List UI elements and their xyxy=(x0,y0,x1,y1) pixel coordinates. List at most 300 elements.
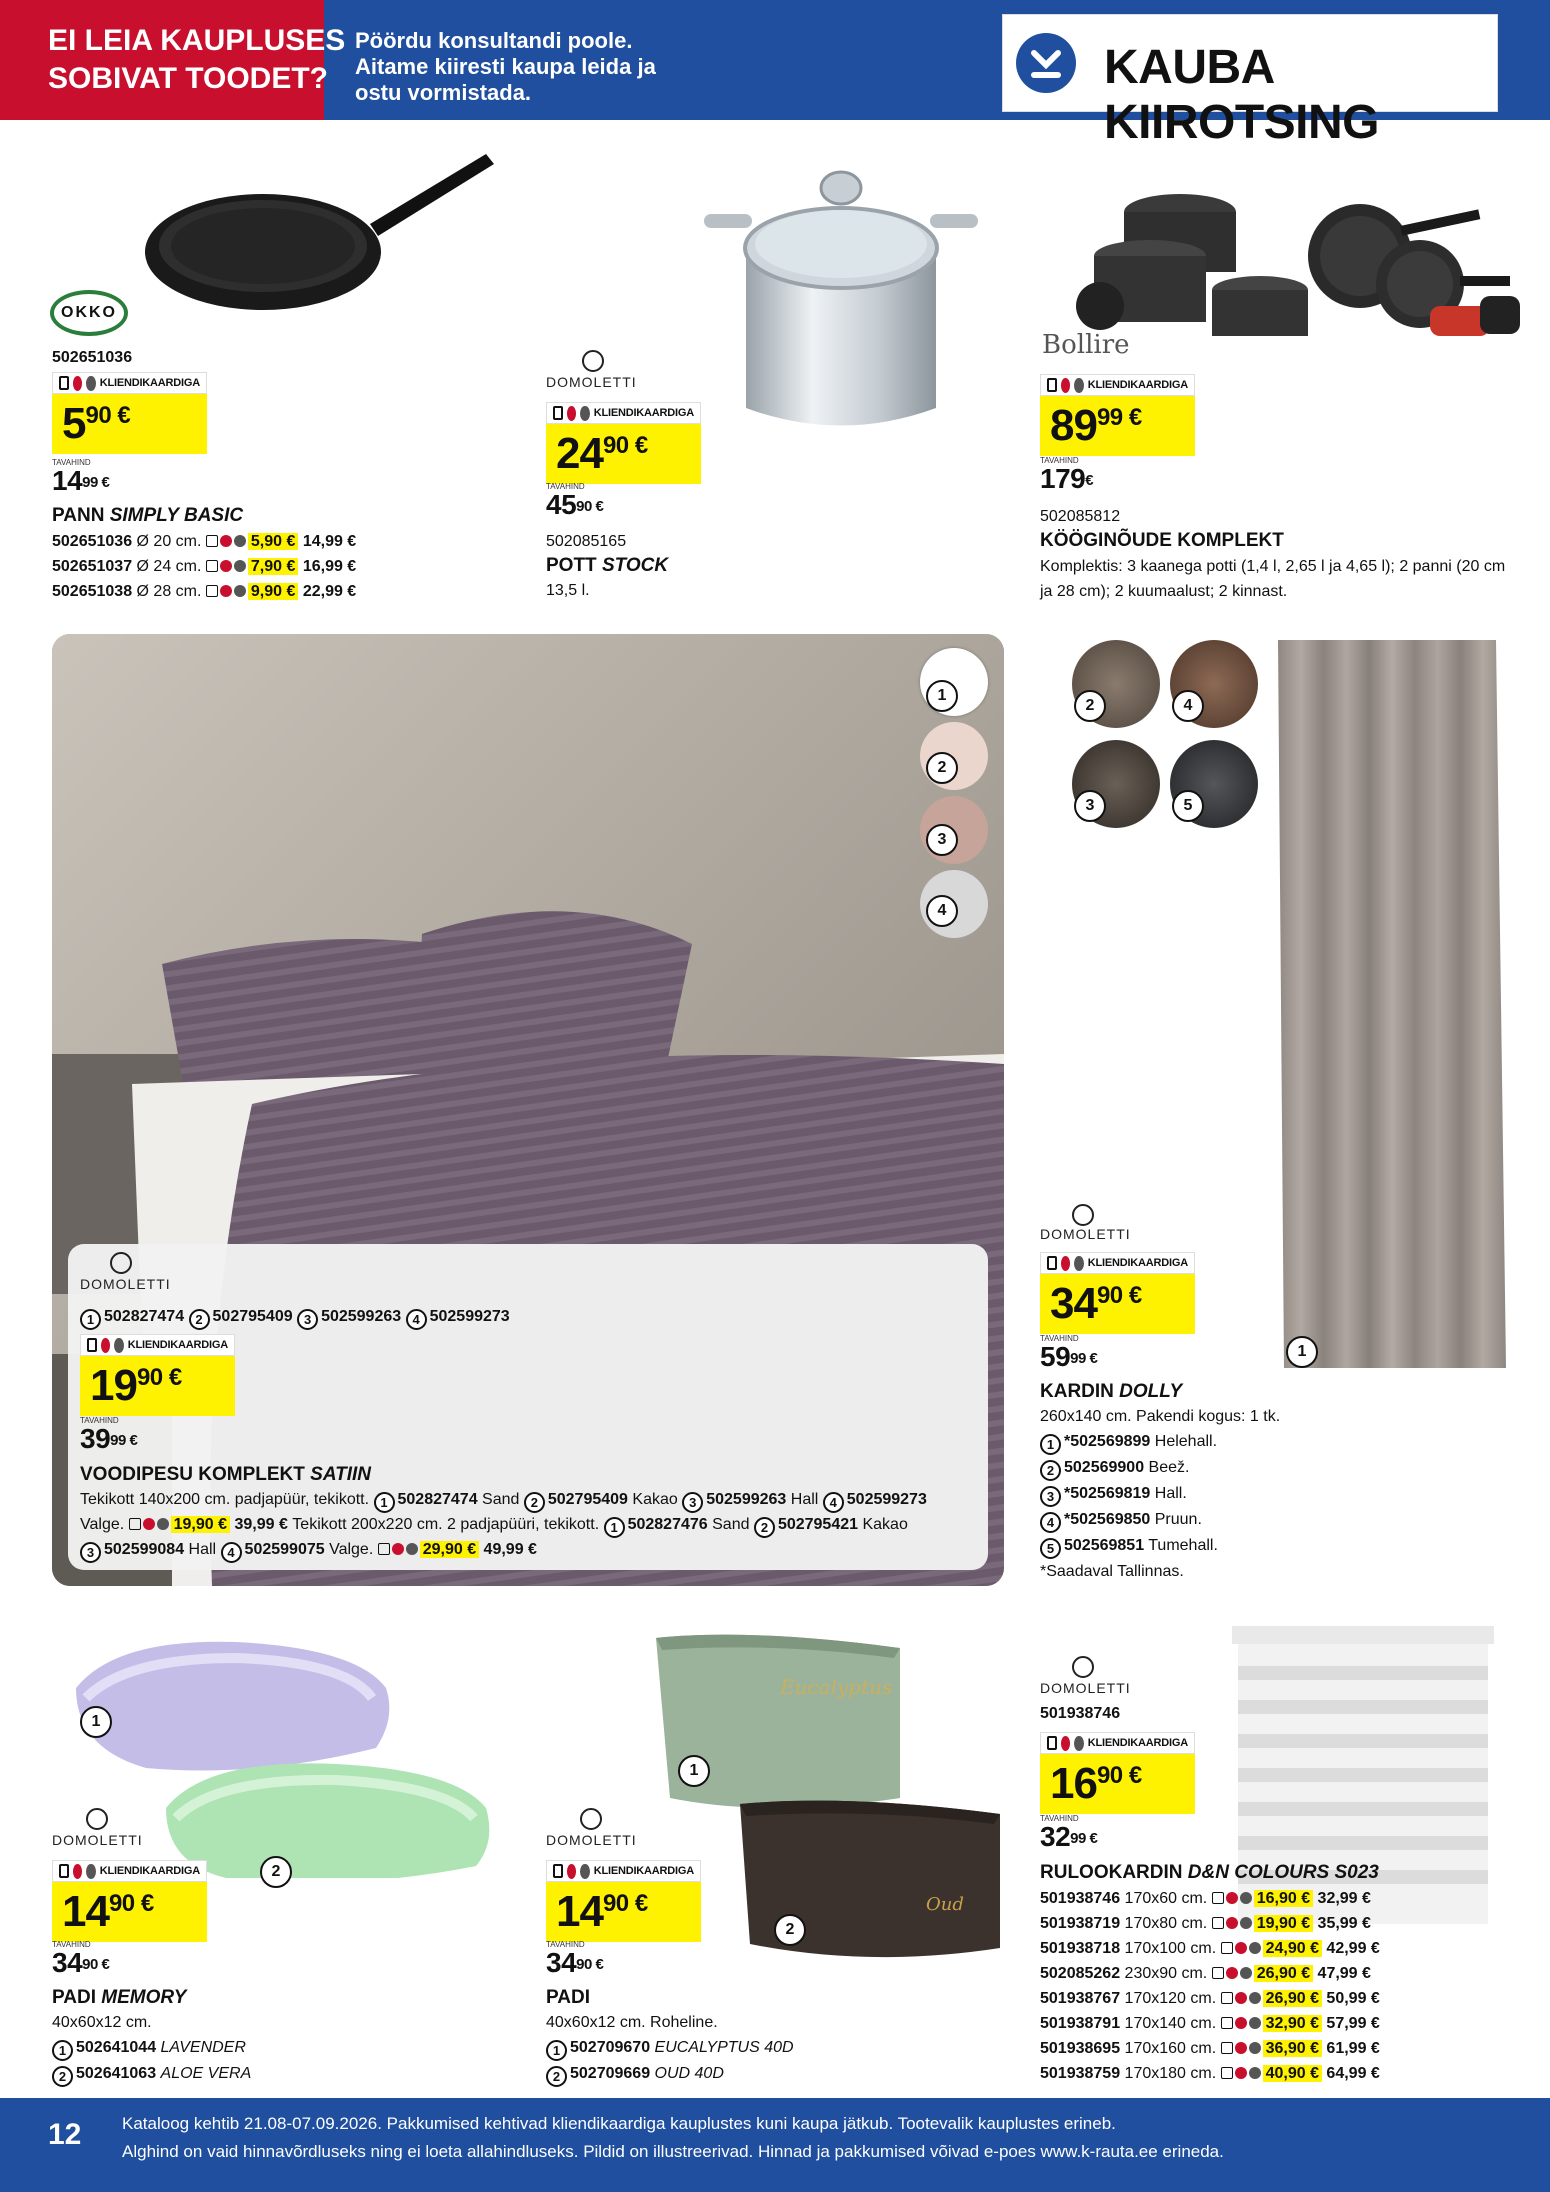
variant-code: 501938718 xyxy=(1040,1940,1121,1957)
card-icon xyxy=(1221,1992,1233,2004)
variant-color: Hall. xyxy=(1150,1485,1187,1502)
curtain-desc: 260x140 cm. Pakendi kogus: 1 tk. xyxy=(1040,1408,1281,1425)
card-price-header xyxy=(1040,1732,1195,1754)
pan-title-main: PANN xyxy=(52,505,105,526)
swatch-number: 2 xyxy=(1074,690,1106,722)
variant-size: 170x60 cm. xyxy=(1120,1890,1212,1907)
regular-decimal: 90 € xyxy=(82,1956,110,1973)
price-integer: 16 xyxy=(1050,1759,1097,1808)
no-discount-icon xyxy=(1061,378,1071,393)
price-decimal: 90 € xyxy=(1096,1762,1142,1789)
variant-size: 170x100 cm. xyxy=(1120,1940,1221,1957)
header-promo-line1: EI LEIA KAUPLUSES xyxy=(48,24,346,57)
price-integer: 14 xyxy=(556,1887,603,1936)
number-badge: 2 xyxy=(1040,1460,1061,1481)
price-decimal: 90 € xyxy=(136,1364,182,1391)
variant-size: 170x120 cm. xyxy=(1120,1990,1221,2007)
domoletti-logo-icon xyxy=(1072,1204,1094,1226)
regular-integer: 39 xyxy=(80,1423,111,1454)
bag2-label: Oud xyxy=(926,1894,964,1915)
frying-pan-image xyxy=(138,142,498,322)
pillow-memory-variant-list xyxy=(52,2035,251,2087)
card-label: KLIENDIKAARDIGA xyxy=(99,1865,200,1877)
bedding-code: 502599273 xyxy=(846,1491,927,1508)
bedding-code: 502599263 xyxy=(706,1491,787,1508)
card-icon xyxy=(1047,1736,1057,1750)
swatch-number: 2 xyxy=(926,752,958,784)
regular-decimal: 99 € xyxy=(110,1432,138,1449)
variant-badge: 1 xyxy=(80,1706,112,1738)
variant-price: 24,90 € xyxy=(1263,1940,1322,1957)
cookware-desc-line1: Komplektis: 3 kaanega potti (1,4 l, 2,65 l ja 4,65 l); 2 panni (20 cm xyxy=(1040,558,1506,575)
regular-price-label: TAVAHIND xyxy=(1040,456,1079,465)
pan-title xyxy=(52,504,243,528)
pan-variant-row xyxy=(52,529,356,554)
regular-integer: 32 xyxy=(1040,1821,1071,1852)
swatch-number: 3 xyxy=(1074,790,1106,822)
bedding-code: 502795409 xyxy=(212,1308,298,1325)
swatch-number: 4 xyxy=(1172,690,1204,722)
blind-variant-row xyxy=(1040,1961,1380,1986)
blind-price-tag xyxy=(1040,1732,1195,1814)
quick-search-icon[interactable] xyxy=(1016,33,1076,93)
regular-integer: 45 xyxy=(546,489,577,520)
pot-desc: 13,5 l. xyxy=(546,582,590,599)
pillow-memory-price-tag xyxy=(52,1860,207,1942)
price-integer: 34 xyxy=(1050,1279,1097,1328)
pot-title xyxy=(546,554,668,578)
number-badge: 4 xyxy=(221,1542,242,1563)
curtain-title-main: KARDIN xyxy=(1040,1381,1114,1402)
card-icon xyxy=(1221,2042,1233,2054)
card-label: KLIENDIKAARDIGA xyxy=(593,407,694,419)
curtain-title xyxy=(1040,1380,1182,1404)
number-badge: 5 xyxy=(1040,1538,1061,1559)
price-decimal: 90 € xyxy=(602,1890,648,1917)
domoletti-logo-icon xyxy=(1072,1656,1094,1678)
footer-line2: Alghind on vaid hinnavõrdluseks ning ei loeta allahindluseks. Pildid on illustreerivad. Hinnad ja pakkumised võivad e-poes www.k-rauta.ee erineda. xyxy=(122,2142,1224,2161)
bedding-desc-line1 xyxy=(80,1487,927,1513)
swatch-number: 4 xyxy=(926,895,958,927)
cookware-set-image xyxy=(1060,156,1520,346)
variant-size: 170x80 cm. xyxy=(1120,1915,1212,1932)
curtain-image xyxy=(1270,638,1510,1368)
variant-regular: 61,99 € xyxy=(1321,2040,1380,2057)
variant-size: 170x140 cm. xyxy=(1120,2015,1221,2032)
bedding-code: 502827474 xyxy=(104,1308,189,1325)
pan-title-italic: SIMPLY BASIC xyxy=(109,505,244,526)
variant-code: *502569850 xyxy=(1064,1511,1151,1528)
pot-title-main: POTT xyxy=(546,555,597,576)
number-badge: 2 xyxy=(524,1492,545,1513)
variant-regular: 16,99 € xyxy=(298,558,357,575)
blind-title xyxy=(1040,1861,1379,1885)
pillow-brand: DOMOLETTI xyxy=(546,1832,637,1848)
pillow-price-tag xyxy=(546,1860,701,1942)
variant-code: 502709669 xyxy=(570,2065,655,2082)
card-icon xyxy=(59,376,69,390)
curtain-title-italic: DOLLY xyxy=(1119,1381,1183,1402)
no-discount-icon xyxy=(1235,2042,1247,2054)
variant-price: 26,90 € xyxy=(1254,1965,1313,1982)
price-decimal: 90 € xyxy=(602,432,648,459)
variant-code: *502569819 xyxy=(1064,1485,1151,1502)
bedding-brand: DOMOLETTI xyxy=(80,1276,171,1292)
regular-decimal: 99 € xyxy=(1070,1350,1098,1367)
variant-code: 501938767 xyxy=(1040,1990,1121,2007)
pillow-desc: 40x60x12 cm. Roheline. xyxy=(546,2014,718,2031)
card-icon xyxy=(1221,1942,1233,1954)
pillow-variant-row xyxy=(52,2035,251,2061)
card-icon xyxy=(206,535,218,547)
price-integer: 89 xyxy=(1050,401,1097,450)
pot-title-italic: STOCK xyxy=(601,555,669,576)
bedding-color: Kakao xyxy=(858,1516,908,1533)
points-icon xyxy=(1074,378,1084,393)
bedding-title-main: VOODIPESU KOMPLEKT xyxy=(80,1464,305,1485)
regular-integer: 34 xyxy=(546,1947,577,1978)
cookware-regular-price xyxy=(1040,464,1093,494)
card-label: KLIENDIKAARDIGA xyxy=(1087,1257,1188,1269)
pillow-memory-brand: DOMOLETTI xyxy=(52,1832,143,1848)
no-discount-icon xyxy=(567,406,577,421)
bedding-regular: 39,99 € xyxy=(230,1516,293,1533)
variant-desc: Ø 28 cm. xyxy=(132,583,206,600)
pillow-variant-row xyxy=(546,2061,794,2087)
card-icon xyxy=(59,1864,69,1878)
curtain-variant-row xyxy=(1040,1507,1218,1533)
header-info-line3: ostu vormistada. xyxy=(355,80,532,105)
points-icon xyxy=(1240,1892,1252,1904)
variant-regular: 47,99 € xyxy=(1313,1965,1371,1982)
variant-name: OUD 40D xyxy=(654,2065,724,2082)
variant-price: 26,90 € xyxy=(1263,1990,1322,2007)
curtain-brand: DOMOLETTI xyxy=(1040,1226,1131,1242)
no-discount-icon xyxy=(1226,1917,1238,1929)
blind-variant-row xyxy=(1040,1986,1380,2011)
domoletti-logo-icon xyxy=(110,1252,132,1274)
number-badge: 3 xyxy=(297,1309,318,1330)
regular-decimal: 99 € xyxy=(82,474,110,491)
no-discount-icon xyxy=(567,1864,577,1879)
variant-code: 502651037 xyxy=(52,558,133,575)
variant-name: ALOE VERA xyxy=(160,2065,252,2082)
points-icon xyxy=(234,535,246,547)
variant-code: *502569899 xyxy=(1064,1433,1151,1450)
points-icon xyxy=(86,376,96,391)
card-icon xyxy=(378,1543,390,1555)
no-discount-icon xyxy=(1061,1256,1071,1271)
variant-regular: 32,99 € xyxy=(1313,1890,1371,1907)
regular-price-label: TAVAHIND xyxy=(546,482,585,491)
cookware-price-tag xyxy=(1040,374,1195,456)
number-badge: 3 xyxy=(80,1542,101,1563)
pan-variant-row xyxy=(52,579,356,604)
number-badge: 1 xyxy=(374,1492,395,1513)
pot-regular-price xyxy=(546,490,603,520)
pan-variant-list xyxy=(52,529,356,604)
cookware-title: KÖÖGINÕUDE KOMPLEKT xyxy=(1040,530,1284,551)
points-icon xyxy=(86,1864,96,1879)
no-discount-icon xyxy=(1061,1736,1071,1751)
points-icon xyxy=(1249,2067,1261,2079)
curtain-variant-row xyxy=(1040,1481,1218,1507)
price-decimal: 99 € xyxy=(1096,404,1142,431)
no-discount-icon xyxy=(1226,1967,1238,1979)
pillow-bags-image xyxy=(650,1628,1030,1988)
bedding-price: 19,90 € xyxy=(171,1516,230,1533)
regular-decimal: 90 € xyxy=(576,1956,604,1973)
points-icon xyxy=(1074,1256,1084,1271)
bedding-code: 502795421 xyxy=(777,1516,859,1533)
variant-code: 501938695 xyxy=(1040,2040,1121,2057)
header-info-text xyxy=(355,28,656,106)
bedding-regular: 49,99 € xyxy=(479,1541,537,1558)
bollire-logo: Bollire xyxy=(1042,330,1130,360)
variant-regular: 64,99 € xyxy=(1321,2065,1380,2082)
regular-decimal: € xyxy=(1085,472,1094,489)
bedding-color: Sand xyxy=(477,1491,524,1508)
card-label: KLIENDIKAARDIGA xyxy=(1087,379,1188,391)
variant-price: 9,90 € xyxy=(248,583,298,600)
bedding-title-italic: SATIIN xyxy=(310,1464,372,1485)
number-badge: 4 xyxy=(823,1492,844,1513)
card-icon xyxy=(1221,2017,1233,2029)
pot-brand: DOMOLETTI xyxy=(546,374,637,390)
pillow-price xyxy=(546,1882,701,1942)
price-integer: 24 xyxy=(556,429,603,478)
quick-search-label[interactable]: KAUBA KIIROTSING xyxy=(1104,41,1380,149)
bedding-price: 29,90 € xyxy=(420,1541,479,1558)
variant-size: 230x90 cm. xyxy=(1120,1965,1212,1982)
domoletti-logo-icon xyxy=(582,350,604,372)
variant-badge: 2 xyxy=(260,1856,292,1888)
card-icon xyxy=(553,406,563,420)
points-icon xyxy=(1240,1917,1252,1929)
variant-badge: 1 xyxy=(678,1755,710,1787)
curtain-price xyxy=(1040,1274,1195,1334)
variant-price: 36,90 € xyxy=(1263,2040,1322,2057)
variant-regular: 35,99 € xyxy=(1313,1915,1371,1932)
cookware-code: 502085812 xyxy=(1040,508,1121,525)
number-badge: 2 xyxy=(189,1309,210,1330)
number-badge: 4 xyxy=(406,1309,427,1330)
bedding-color: Valge. xyxy=(324,1541,378,1558)
header-info-line2: Aitame kiiresti kaupa leida ja xyxy=(355,54,656,79)
variant-code: 502085262 xyxy=(1040,1965,1121,1982)
bedding-code: 502599075 xyxy=(244,1541,325,1558)
bedding-code: 502599273 xyxy=(429,1308,510,1325)
pillow-memory-desc: 40x60x12 cm. xyxy=(52,2014,152,2031)
number-badge: 1 xyxy=(604,1517,625,1538)
variant-price: 16,90 € xyxy=(1254,1890,1313,1907)
variant-price: 40,90 € xyxy=(1263,2065,1322,2082)
number-badge: 1 xyxy=(546,2040,567,2061)
number-badge: 3 xyxy=(1040,1486,1061,1507)
card-price-header xyxy=(80,1334,235,1356)
pillow-title: PADI xyxy=(546,1987,590,2008)
footer-line1: Kataloog kehtib 21.08-07.09.2026. Pakkumised kehtivad kliendikaardiga kauplustes kuni kaupa jätkub. Tootevalik kauplustes erineb. xyxy=(122,2114,1116,2133)
variant-code: 501938719 xyxy=(1040,1915,1121,1932)
bedding-text: Tekikott 140x200 cm. padjapüür, tekikott. xyxy=(80,1491,374,1508)
card-icon xyxy=(87,1338,97,1352)
card-icon xyxy=(206,560,218,572)
blind-variant-list xyxy=(1040,1886,1380,2086)
header-promo-text xyxy=(48,22,345,98)
regular-integer: 59 xyxy=(1040,1341,1071,1372)
header-info-line1: Pöördu konsultandi poole. xyxy=(355,28,633,53)
no-discount-icon xyxy=(73,376,83,391)
variant-code: 501938746 xyxy=(1040,1890,1121,1907)
points-icon xyxy=(1240,1967,1252,1979)
blind-regular-price xyxy=(1040,1822,1097,1852)
pan-price xyxy=(52,394,207,454)
bedding-color: Hall xyxy=(786,1491,823,1508)
bedding-code: 502827476 xyxy=(627,1516,708,1533)
price-decimal: 90 € xyxy=(108,1890,154,1917)
number-badge: 2 xyxy=(546,2066,567,2087)
blind-variant-row xyxy=(1040,1911,1380,1936)
points-icon xyxy=(406,1543,418,1555)
bedding-text: Valge. xyxy=(80,1516,129,1533)
variant-regular: 57,99 € xyxy=(1321,2015,1380,2032)
no-discount-icon xyxy=(1235,2067,1247,2079)
bedding-color: Kakao xyxy=(627,1491,683,1508)
pillow-memory-title-main: PADI xyxy=(52,1987,96,2008)
variant-price: 7,90 € xyxy=(248,558,298,575)
number-badge: 4 xyxy=(1040,1512,1061,1533)
blind-variant-row xyxy=(1040,2036,1380,2061)
pot-price xyxy=(546,424,701,484)
pan-price-tag xyxy=(52,372,207,454)
blind-variant-row xyxy=(1040,2011,1380,2036)
card-label: KLIENDIKAARDIGA xyxy=(127,1339,228,1351)
card-icon xyxy=(1212,1917,1224,1929)
swatch-number: 1 xyxy=(926,680,958,712)
card-label: KLIENDIKAARDIGA xyxy=(593,1865,694,1877)
variant-price: 19,90 € xyxy=(1254,1915,1313,1932)
blind-variant-row xyxy=(1040,1886,1380,1911)
no-discount-icon xyxy=(1235,1992,1247,2004)
bedding-code: 502599263 xyxy=(321,1308,406,1325)
points-icon xyxy=(580,406,590,421)
curtain-note: *Saadaval Tallinnas. xyxy=(1040,1563,1184,1580)
pillow-memory-price xyxy=(52,1882,207,1942)
okko-logo: OKKO xyxy=(50,290,128,336)
variant-code: 502709670 xyxy=(570,2039,655,2056)
curtain-variant-row xyxy=(1040,1533,1218,1559)
points-icon xyxy=(234,560,246,572)
blind-title-main: RULOOKARDIN xyxy=(1040,1862,1183,1883)
curtain-variant-list xyxy=(1040,1429,1218,1584)
cookware-desc-line2: ja 28 cm); 2 kuumaalust; 2 kinnast. xyxy=(1040,583,1288,600)
card-icon xyxy=(1047,378,1057,392)
points-icon xyxy=(1074,1736,1084,1751)
price-decimal: 90 € xyxy=(85,402,131,429)
card-price-header xyxy=(546,402,701,424)
pillow-variant-row xyxy=(546,2035,794,2061)
card-icon xyxy=(129,1518,141,1530)
number-badge: 3 xyxy=(682,1492,703,1513)
swatch-number: 5 xyxy=(1172,790,1204,822)
variant-desc: Ø 24 cm. xyxy=(132,558,206,575)
price-integer: 5 xyxy=(62,399,86,448)
card-price-header xyxy=(1040,374,1195,396)
bedding-text: Tekikott 200x220 cm. 2 padjapüüri, tekikott. xyxy=(292,1516,604,1533)
variant-code: 501938791 xyxy=(1040,2015,1121,2032)
variant-regular: 22,99 € xyxy=(298,583,357,600)
no-discount-icon xyxy=(220,560,232,572)
regular-price-label: TAVAHIND xyxy=(1040,1334,1079,1343)
bedding-price-tag xyxy=(80,1334,235,1416)
variant-color: Tumehall. xyxy=(1144,1537,1218,1554)
number-badge: 1 xyxy=(52,2040,73,2061)
price-decimal: 90 € xyxy=(1096,1282,1142,1309)
number-badge: 2 xyxy=(754,1517,775,1538)
domoletti-logo-icon xyxy=(86,1808,108,1830)
points-icon xyxy=(580,1864,590,1879)
points-icon xyxy=(157,1518,169,1530)
card-icon xyxy=(553,1864,563,1878)
card-price-header xyxy=(546,1860,701,1882)
no-discount-icon xyxy=(220,535,232,547)
bedding-color: Sand xyxy=(707,1516,754,1533)
curtain-variant-row xyxy=(1040,1429,1218,1455)
regular-decimal: 99 € xyxy=(1070,1830,1098,1847)
variant-color: Helehall. xyxy=(1150,1433,1218,1450)
variant-code: 502569851 xyxy=(1064,1537,1145,1554)
bedding-code: 502795409 xyxy=(547,1491,628,1508)
cookware-price xyxy=(1040,396,1195,456)
points-icon xyxy=(1249,2017,1261,2029)
points-icon xyxy=(1249,1942,1261,1954)
variant-color: Pruun. xyxy=(1150,1511,1202,1528)
bedding-code: 502827474 xyxy=(397,1491,478,1508)
no-discount-icon xyxy=(143,1518,155,1530)
curtain-regular-price xyxy=(1040,1342,1097,1372)
variant-regular: 42,99 € xyxy=(1321,1940,1380,1957)
footer-text xyxy=(122,2110,1224,2166)
regular-price-label: TAVAHIND xyxy=(1040,1814,1079,1823)
card-price-header xyxy=(52,372,207,394)
curtain-variant-row xyxy=(1040,1455,1218,1481)
points-icon xyxy=(234,585,246,597)
stock-pot-image xyxy=(686,158,996,438)
pillow-memory-title-italic: MEMORY xyxy=(101,1987,187,2008)
card-icon xyxy=(1221,2067,1233,2079)
blind-price xyxy=(1040,1754,1195,1814)
no-discount-icon xyxy=(392,1543,404,1555)
card-icon xyxy=(1212,1967,1224,1979)
regular-integer: 14 xyxy=(52,465,83,496)
variant-code: 501938759 xyxy=(1040,2065,1121,2082)
pan-regular-price xyxy=(52,466,109,496)
no-discount-icon xyxy=(220,585,232,597)
swatch-number: 1 xyxy=(1286,1336,1318,1368)
variant-price: 32,90 € xyxy=(1263,2015,1322,2032)
regular-integer: 179 xyxy=(1040,463,1086,494)
regular-integer: 34 xyxy=(52,1947,83,1978)
variant-code: 502641063 xyxy=(76,2065,161,2082)
variant-regular: 50,99 € xyxy=(1321,1990,1380,2007)
price-integer: 14 xyxy=(62,1887,109,1936)
pan-variant-row xyxy=(52,554,356,579)
pillow-variant-row xyxy=(52,2061,251,2087)
pillow-regular-price xyxy=(546,1948,603,1978)
no-discount-icon xyxy=(73,1864,83,1879)
variant-code: 502641044 xyxy=(76,2039,161,2056)
number-badge: 2 xyxy=(52,2066,73,2087)
